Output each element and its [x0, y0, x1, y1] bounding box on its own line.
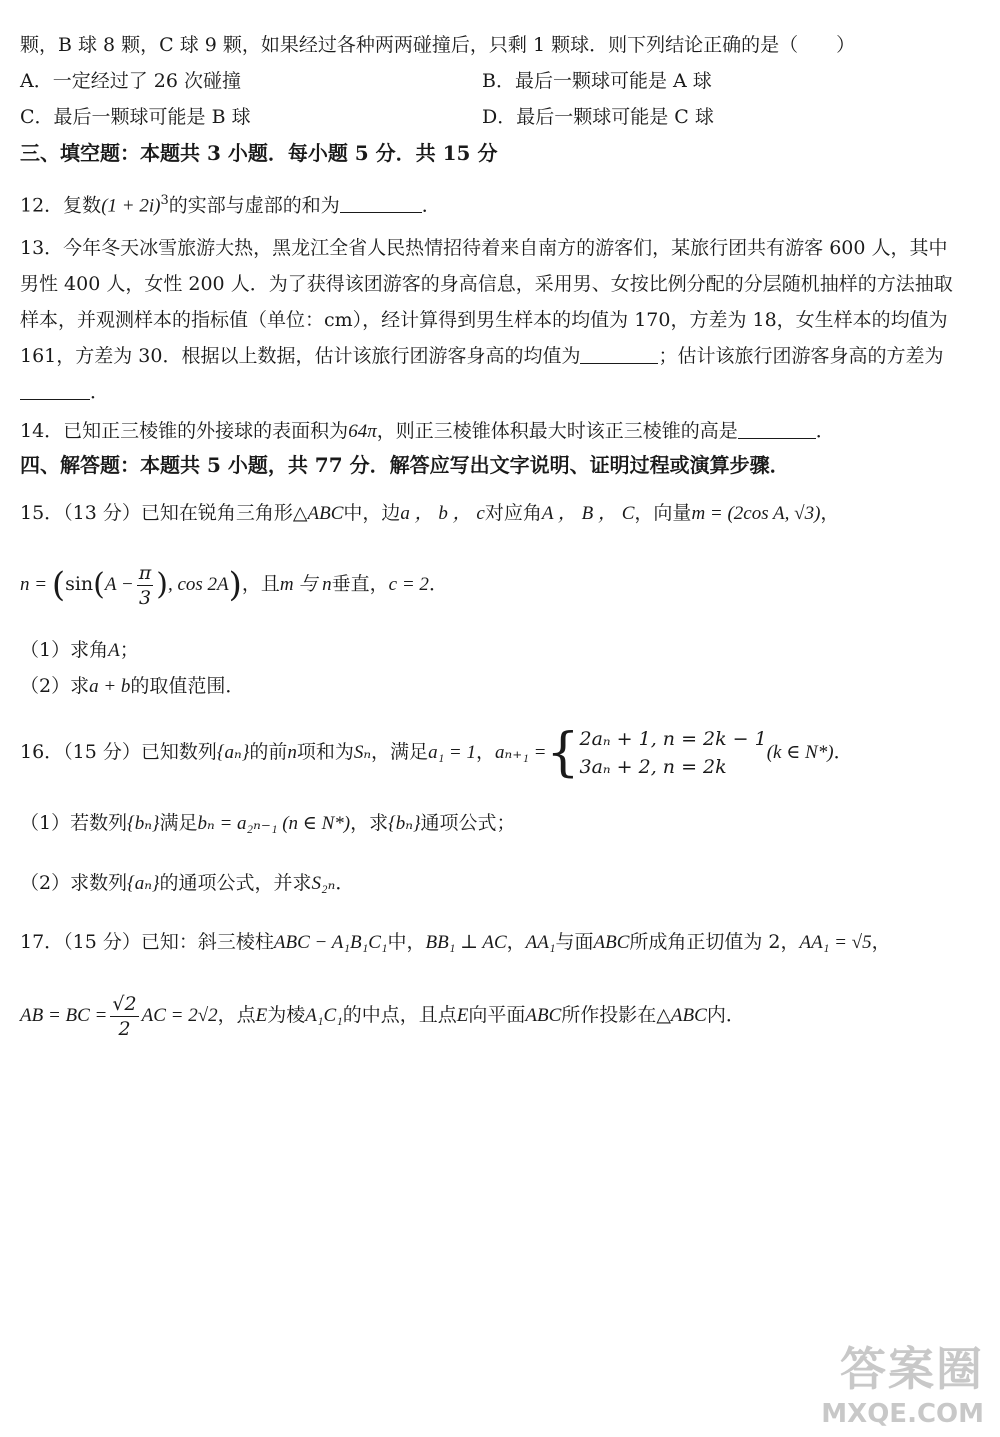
q17-frac-den: 2 [118, 1017, 131, 1040]
q17-point-e-2: E [456, 1005, 469, 1026]
q16-seq-b-2: {bₙ} [388, 813, 421, 834]
q16-sn: Sₙ [353, 742, 372, 763]
q14-pre: 14．已知正三棱锥的外接球的表面积为 [20, 420, 349, 442]
q16-part-2 [20, 870, 354, 897]
q16-cases [580, 725, 767, 781]
q15-sin: sin [65, 573, 94, 595]
q16-text-3: 项和为 [296, 741, 354, 763]
q16-text-4: ，满足 [371, 741, 429, 763]
q16-case-odd: 2aₙ + 1, n = 2k − 1 [579, 728, 767, 750]
q17-text-2: 中， [387, 931, 426, 953]
watermark-url: MXQE.COM [821, 1399, 984, 1429]
q11-option-b: B．最后一颗球可能是 A 球 [482, 70, 712, 92]
q16-p1-text-1: （1）若数列 [20, 812, 128, 834]
q15-text-5: ， [820, 502, 840, 524]
q15-p2-text: （2）求 [20, 675, 90, 697]
q11-option-d: D．最后一颗球可能是 C 球 [482, 106, 714, 128]
q15-angles: A ， B ， C [541, 503, 635, 524]
q15-p1-text: （1）求角 [20, 639, 109, 661]
q15-paren-close: ) [228, 565, 242, 605]
q17-text-6: ， [871, 931, 891, 953]
q16-p2-text-2: 的通项公式，并求 [159, 872, 312, 894]
q16-a1: a₁ = 1 [428, 742, 476, 763]
q16-seq-a-2: {aₙ} [127, 873, 160, 894]
q17-text-11: 所作投影在 [561, 1004, 657, 1026]
q11-stem-line: 颗，B 球 8 颗，C 球 9 颗，如果经过各种两两碰撞后，只剩 1 颗球．则下列结论正确的是（ ） [20, 34, 856, 56]
q15-p1-angle: A [108, 640, 120, 661]
q15-line-1 [20, 500, 839, 527]
watermark [821, 1333, 984, 1429]
q16-n: n [287, 742, 297, 763]
q17-triangle: △ABC [656, 1005, 707, 1026]
q12-exponent: 3 [160, 193, 169, 208]
q17-perpendicular: BB₁ ⊥ AC [425, 932, 507, 953]
q17-text-10: 向平面 [468, 1004, 526, 1026]
q13-line-2: 男性 400 人，女性 200 人．为了获得该团游客的身高信息，采用男、女按比例分配的分层随机抽样的方法抽取 [20, 273, 953, 295]
q16-seq-a: {aₙ} [216, 742, 250, 763]
q12-post: 的实部与虚部的和为 [168, 194, 340, 217]
q16-b-definition: bₙ = a₂ₙ₋₁ (n ∈ N*) [197, 813, 351, 834]
q15-text-6: ，且 [241, 573, 280, 595]
q13-line-4a: 161，方差为 30．根据以上数据，估计该旅行团游客身高的均值为 [20, 345, 581, 367]
q16-part-1 [20, 810, 516, 837]
q17-point-e: E [255, 1005, 268, 1026]
q16-text-6: ． [833, 741, 853, 763]
q17-plane-abc: ABC [593, 932, 630, 953]
q11-option-c: C．最后一颗球可能是 B 球 [20, 106, 251, 128]
q17-line-1 [20, 929, 891, 956]
q15-p2-end: 的取值范围． [130, 675, 245, 697]
q16-case-even: 3aₙ + 2, n = 2k [579, 756, 727, 778]
q17-text-5: 所成角正切值为 2， [629, 931, 800, 953]
q15-part-1 [20, 637, 139, 664]
q15-p1-end: ； [119, 639, 139, 661]
q17-text-1: 17．（15 分）已知：斜三棱柱 [20, 931, 274, 953]
q16-text-1: 16．（15 分）已知数列 [20, 741, 217, 763]
q15-paren-open: ( [51, 565, 66, 605]
q15-part-2 [20, 673, 244, 700]
q15-a-minus: A − [104, 574, 134, 595]
q13-line-5-end: ． [90, 381, 110, 403]
q14-value: 64π [348, 421, 377, 442]
q17-plane-abc-2: ABC [525, 1005, 562, 1026]
q11-option-a: A．一定经过了 26 次碰撞 [20, 70, 241, 92]
watermark-logo: 答案圈 [840, 1342, 984, 1396]
section-4-heading: 四、解答题：本题共 5 小题，共 77 分．解答应写出文字说明、证明过程或演算步骤． [20, 453, 790, 477]
q15-sides: a ， b ， c [400, 503, 485, 524]
q16-p1-text-4: 通项公式； [420, 812, 516, 834]
q17-text-12: 内． [706, 1004, 745, 1026]
q14 [20, 418, 835, 445]
q15-c-value: c = 2 [388, 574, 429, 595]
q17-text-7: ，点 [217, 1004, 256, 1026]
q15-text-4: ，向量 [634, 502, 692, 524]
q15-text-3: 对应角 [484, 502, 542, 524]
q13-line-5 [20, 379, 109, 405]
q16-seq-b: {bₙ} [127, 813, 160, 834]
q16-text-2: 的前 [249, 741, 288, 763]
q17-text-8: 为棱 [267, 1004, 306, 1026]
q17-ac-value: AC = 2√2 [141, 1005, 218, 1026]
q17-aa1: AA₁ [525, 932, 556, 953]
q15-frac-num: π [138, 561, 152, 584]
q16-text-5: ， [476, 741, 496, 763]
q15-text-2: 中，边 [343, 502, 401, 524]
q17-fraction [110, 992, 138, 1041]
q17-frac-num: √2 [112, 992, 137, 1015]
q13-mean-blank [580, 343, 658, 364]
q14-end: ． [815, 420, 835, 442]
q12-expr: (1 + 2i) [101, 195, 161, 217]
q17-line-2 [20, 985, 745, 1046]
q17-text-9: 的中点，且点 [342, 1004, 457, 1026]
q15-fraction-pi-3 [137, 561, 154, 610]
q16-p2-end: ． [335, 872, 355, 894]
q16-line-1 [20, 722, 853, 783]
q15-text-1: 15．（13 分）已知在锐角三角形 [20, 502, 293, 524]
q16-brace: { [546, 723, 580, 783]
q13-variance-blank [20, 379, 90, 400]
q16-p2-text-1: （2）求数列 [20, 872, 128, 894]
q13-line-4b: ；估计该旅行团游客身高的方差为 [658, 345, 944, 367]
q17-aa1-value: AA₁ = √5 [799, 932, 872, 953]
q15-vector-n: n = [20, 574, 52, 595]
q17-text-4: 与面 [555, 931, 594, 953]
q13-line-4 [20, 343, 944, 369]
q13-line-3: 样本，并观测样本的指标值（单位：cm），经计算得到男生样本的均值为 170，方差为 18，女生样本的均值为 [20, 309, 948, 331]
q17-edge-a1c1: A₁C₁ [305, 1005, 343, 1026]
q15-frac-den: 3 [138, 586, 152, 609]
q17-text-3: ， [506, 931, 526, 953]
q15-cos2a: , cos 2A [167, 574, 229, 595]
q16-recurrence-lhs: aₙ₊₁ = [495, 742, 547, 763]
q15-paren-close-2: ) [156, 567, 168, 602]
q14-post: ，则正三棱锥体积最大时该正三棱锥的高是 [376, 420, 738, 442]
q15-vector-m: m = (2cos A, √3) [691, 503, 821, 524]
q12-end: ． [421, 194, 441, 217]
q16-p1-text-2: 满足 [159, 812, 198, 834]
q17-prism: ABC − A₁B₁C₁ [273, 932, 388, 953]
q14-answer-blank [738, 418, 816, 439]
q15-text-8: ． [428, 573, 448, 595]
q12-answer-blank [340, 192, 422, 213]
q15-triangle: △ABC [292, 503, 344, 524]
q15-p2-expr: a + b [89, 676, 131, 697]
q17-ab-bc: AB = BC = [20, 1005, 108, 1026]
q12-pre: 12．复数 [20, 194, 102, 217]
q15-m-n: m 与 n [279, 574, 332, 595]
q15-text-7: 垂直， [331, 573, 389, 595]
q16-p1-text-3: ，求 [350, 812, 389, 834]
section-3-heading: 三、填空题：本题共 3 小题．每小题 5 分．共 15 分 [20, 141, 498, 165]
q16-s2n: S₂ₙ [311, 873, 336, 894]
q15-paren-open-2: ( [93, 567, 105, 602]
q12 [20, 188, 441, 219]
q13-line-1: 13．今年冬天冰雪旅游大热，黑龙江全省人民热情招待着来自南方的游客们，某旅行团共有游客 600 人，其中 [20, 237, 948, 259]
q15-line-2 [20, 558, 448, 611]
q16-condition: (k ∈ N*) [766, 742, 834, 763]
